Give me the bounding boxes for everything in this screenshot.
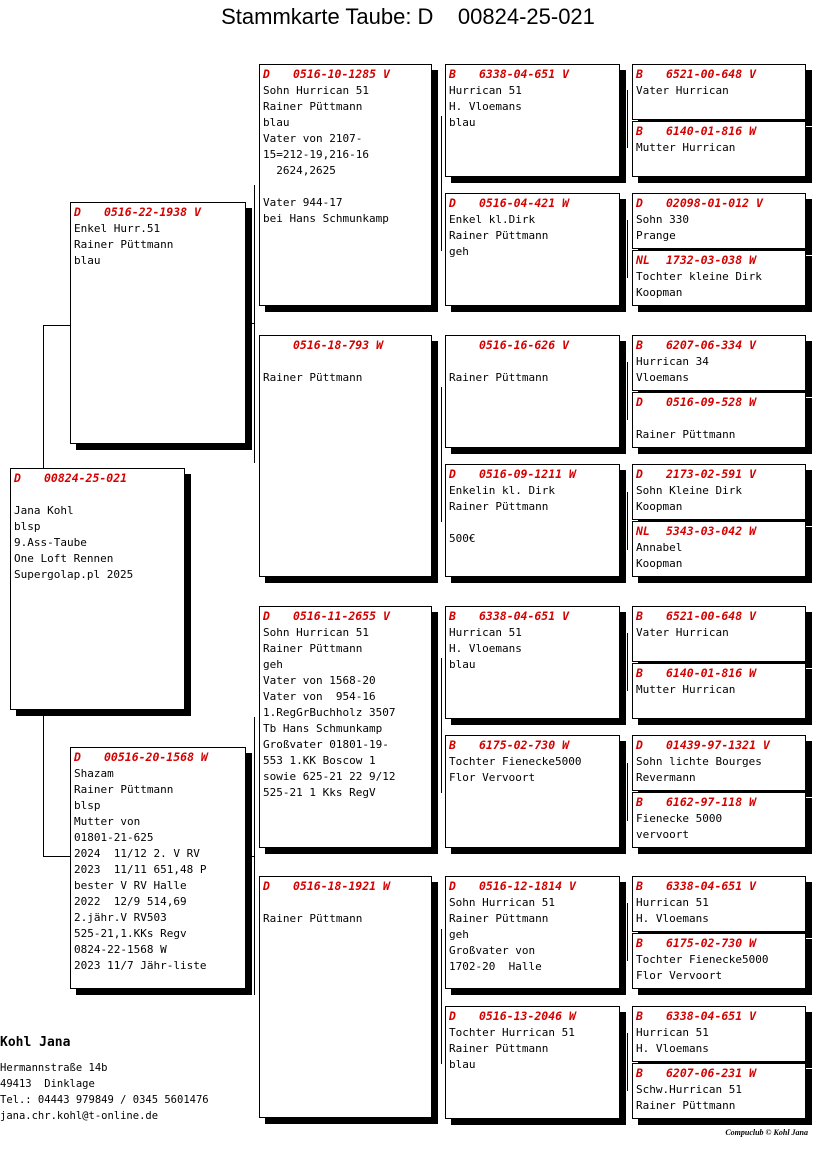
- card-line: 2.jähr.V RV503: [74, 911, 167, 924]
- country-code: NL: [636, 524, 650, 538]
- country-code: D: [74, 750, 81, 764]
- ring-header: [636, 467, 802, 481]
- country-code: D: [14, 471, 21, 485]
- card-line: Rainer Püttmann: [263, 100, 363, 113]
- card-line: Tochter Fienecke5000: [449, 755, 582, 768]
- card-line: blau: [449, 1058, 476, 1071]
- card-line: Sohn 330: [636, 213, 689, 226]
- card-line: 1702-20 Halle: [449, 960, 542, 973]
- ring-number: 6338-04-651 V: [479, 67, 570, 81]
- card-line: 15=212-19,216-16: [263, 148, 369, 161]
- country-code: B: [636, 1066, 643, 1080]
- card-line: Rainer Püttmann: [263, 371, 363, 384]
- card-line: Annabel: [636, 541, 683, 554]
- connector-line: [254, 185, 255, 463]
- ring-header: [449, 609, 616, 623]
- card-line: Sohn Kleine Dirk: [636, 484, 742, 497]
- card-line: Tochter Fienecke5000: [636, 953, 769, 966]
- card-body: [636, 625, 802, 641]
- card-body: [636, 411, 802, 443]
- ring-number: 0516-09-1211 W: [479, 467, 576, 481]
- ring-number: 0516-18-1921 W: [293, 879, 390, 893]
- card-line: Rainer Püttmann: [449, 1042, 549, 1055]
- card-body: [449, 625, 616, 673]
- ring-number: 6338-04-651 V: [479, 609, 570, 623]
- ring-number: 6521-00-648 V: [666, 67, 757, 81]
- card-line: Rainer Püttmann: [263, 912, 363, 925]
- pedigree-card-g4[interactable]: [632, 250, 806, 306]
- country-code: B: [636, 936, 643, 950]
- ring-number: 6140-01-816 W: [666, 666, 757, 680]
- card-line: [636, 411, 802, 427]
- connector-line: [441, 929, 442, 1064]
- address-city: 49413 Dinklage: [0, 1078, 95, 1090]
- ring-number: 0516-04-421 W: [479, 196, 570, 210]
- card-body: [636, 269, 802, 301]
- pedigree-card-g1[interactable]: [632, 64, 806, 120]
- card-line: Rainer Püttmann: [636, 428, 736, 441]
- card-body: [636, 140, 802, 156]
- card-line: Mutter Hurrican: [636, 683, 736, 696]
- card-line: 2624,2625: [263, 164, 336, 177]
- address-phone: Tel.: 04443 979849 / 0345 5601476: [0, 1094, 209, 1106]
- card-line: [449, 515, 616, 531]
- card-line: Rainer Püttmann: [449, 500, 549, 513]
- card-line: Mutter von: [74, 815, 141, 828]
- ring-header: [636, 936, 802, 950]
- card-line: bester V RV Halle: [74, 879, 187, 892]
- card-line: blau: [449, 658, 476, 671]
- country-code: B: [636, 124, 643, 138]
- card-line: blau: [263, 116, 290, 129]
- card-line: Flor Vervoort: [636, 969, 723, 982]
- ring-header: [636, 738, 802, 752]
- ring-header: [263, 879, 428, 893]
- ring-header: [449, 196, 616, 210]
- ring-number: 5343-03-042 W: [666, 524, 757, 538]
- pedigree-card-fmm[interactable]: [445, 464, 620, 577]
- country-code: D: [263, 879, 270, 893]
- card-line: Hurrican 51: [449, 626, 522, 639]
- card-line: Vater Hurrican: [636, 84, 729, 97]
- card-body: [636, 354, 802, 386]
- connector-line: [627, 633, 628, 691]
- card-line: Vloemans: [636, 371, 689, 384]
- connector-line: [441, 658, 442, 793]
- card-line: Flor Vervoort: [449, 771, 536, 784]
- pedigree-card-mother[interactable]: [70, 747, 246, 989]
- country-code: B: [636, 879, 643, 893]
- ring-number: 01439-97-1321 V: [666, 738, 770, 752]
- country-code: D: [449, 467, 456, 481]
- ring-number: 0516-13-2046 W: [479, 1009, 576, 1023]
- country-code: NL: [636, 253, 650, 267]
- card-line: Rainer Püttmann: [449, 371, 549, 384]
- pedigree-card-mfm[interactable]: [445, 735, 620, 848]
- pedigree-card-father[interactable]: [70, 202, 246, 444]
- card-line: 0824-22-1568 W: [74, 943, 167, 956]
- card-line: bei Hans Schmunkamp: [263, 212, 389, 225]
- connector-line: [254, 717, 255, 995]
- card-line: Sohn Hurrican 51: [263, 84, 369, 97]
- country-code: B: [449, 67, 456, 81]
- card-body: [636, 212, 802, 244]
- card-line: 2022 12/9 514,69: [74, 895, 187, 908]
- ring-number: 0516-12-1814 V: [479, 879, 576, 893]
- card-body: [449, 895, 616, 975]
- country-code: B: [636, 666, 643, 680]
- connector-line: [43, 325, 70, 326]
- country-code: D: [636, 395, 643, 409]
- card-line: Vater von 2107-: [263, 132, 363, 145]
- country-code: B: [636, 795, 643, 809]
- card-line: [263, 354, 428, 370]
- card-line: Tb Hans Schmunkamp: [263, 722, 383, 735]
- card-line: Rainer Püttmann: [74, 238, 174, 251]
- card-line: Tochter kleine Dirk: [636, 270, 762, 283]
- card-body: [263, 83, 428, 227]
- card-body: [74, 221, 242, 269]
- connector-line: [441, 387, 442, 522]
- card-body: [449, 83, 616, 131]
- pedigree-card-g7[interactable]: [632, 464, 806, 520]
- ring-header: [636, 609, 802, 623]
- country-code: B: [636, 338, 643, 352]
- ring-number: 6175-02-730 W: [666, 936, 757, 950]
- card-line: geh: [449, 245, 469, 258]
- card-line: Schw.Hurrican 51: [636, 1083, 742, 1096]
- country-code: D: [636, 738, 643, 752]
- ring-number: 6140-01-816 W: [666, 124, 757, 138]
- card-body: [449, 212, 616, 260]
- card-line: Sohn lichte Bourges: [636, 755, 762, 768]
- card-line: Prange: [636, 229, 676, 242]
- card-line: H. Vloemans: [449, 100, 522, 113]
- card-body: [449, 1025, 616, 1073]
- ring-number: 00824-25-021: [44, 471, 128, 485]
- ring-header: [263, 338, 428, 352]
- ring-header: [636, 124, 802, 138]
- card-body: [449, 483, 616, 547]
- card-line: Revermann: [636, 771, 696, 784]
- ring-header: [636, 1009, 802, 1023]
- ring-number: 0516-11-2655 V: [293, 609, 390, 623]
- credit-note: Compuclub © Kohl Jana: [725, 1128, 808, 1137]
- card-line: Hurrican 51: [636, 1026, 709, 1039]
- pedigree-card-ff[interactable]: [259, 64, 432, 306]
- ring-header: [636, 524, 802, 538]
- card-body: [449, 754, 616, 786]
- pedigree-card-fmf[interactable]: [445, 335, 620, 448]
- card-line: Vater von 1568-20: [263, 674, 376, 687]
- pedigree-card-g16[interactable]: [632, 1063, 806, 1119]
- ring-header: [636, 196, 802, 210]
- pedigree-card-mmf[interactable]: [445, 876, 620, 989]
- ring-header: [449, 467, 616, 481]
- card-line: Fienecke 5000: [636, 812, 723, 825]
- ring-number: 6521-00-648 V: [666, 609, 757, 623]
- connector-line: [441, 116, 442, 251]
- pedigree-card-g15[interactable]: [632, 1006, 806, 1062]
- pedigree-card-mm[interactable]: [259, 876, 432, 1118]
- card-body: [636, 754, 802, 786]
- card-line: 553 1.KK Boscow 1: [263, 754, 376, 767]
- card-line: Rainer Püttmann: [74, 783, 174, 796]
- card-body: [636, 1082, 802, 1114]
- ring-header: [74, 750, 242, 764]
- country-code: B: [636, 67, 643, 81]
- card-body: [263, 895, 428, 927]
- card-line: 2023 11/11 651,48 P: [74, 863, 207, 876]
- country-code: B: [636, 609, 643, 623]
- ring-number: 0516-18-793 W: [293, 338, 384, 352]
- card-line: Tochter Hurrican 51: [449, 1026, 575, 1039]
- card-line: 2023 11/7 Jähr-liste: [74, 959, 207, 972]
- card-line: Hurrican 51: [636, 896, 709, 909]
- card-line: Enkelin kl. Dirk: [449, 484, 555, 497]
- ring-header: [449, 67, 616, 81]
- card-body: [449, 354, 616, 386]
- card-line: 2024 11/12 2. V RV: [74, 847, 200, 860]
- card-line: Mutter Hurrican: [636, 141, 736, 154]
- connector-line: [43, 856, 70, 857]
- card-line: Hurrican 34: [636, 355, 709, 368]
- card-line: Vater 944-17: [263, 196, 343, 209]
- card-body: [636, 895, 802, 927]
- card-body: [74, 766, 242, 974]
- card-line: Supergolap.pl 2025: [14, 568, 134, 581]
- country-code: B: [449, 738, 456, 752]
- card-line: [14, 487, 181, 503]
- card-line: Sohn Hurrican 51: [263, 626, 369, 639]
- card-line: Jana Kohl: [14, 504, 74, 517]
- card-line: Sohn Hurrican 51: [449, 896, 555, 909]
- card-body: [636, 1025, 802, 1057]
- card-line: Enkel Hurr.51: [74, 222, 161, 235]
- card-body: [636, 811, 802, 843]
- ring-number: 6338-04-651 V: [666, 1009, 757, 1023]
- card-line: blau: [74, 254, 101, 267]
- ring-number: 00516-20-1568 W: [104, 750, 208, 764]
- ring-number: 6162-97-118 W: [666, 795, 757, 809]
- card-line: blau: [449, 116, 476, 129]
- country-code: D: [449, 879, 456, 893]
- card-line: blsp: [74, 799, 101, 812]
- connector-line: [43, 325, 44, 469]
- card-line: Koopman: [636, 286, 683, 299]
- card-body: [636, 952, 802, 984]
- ring-header: [14, 471, 181, 485]
- pedigree-card-g8[interactable]: [632, 521, 806, 577]
- card-line: Enkel kl.Dirk: [449, 213, 536, 226]
- pedigree-card-g2[interactable]: [632, 121, 806, 177]
- card-line: Großvater von: [449, 944, 536, 957]
- card-line: H. Vloemans: [636, 1042, 709, 1055]
- card-line: [263, 895, 428, 911]
- pedigree-card-g10[interactable]: [632, 663, 806, 719]
- card-line: 9.Ass-Taube: [14, 536, 87, 549]
- card-line: Rainer Püttmann: [449, 229, 549, 242]
- ring-header: [636, 879, 802, 893]
- card-line: geh: [449, 928, 469, 941]
- card-line: Shazam: [74, 767, 114, 780]
- card-line: geh: [263, 658, 283, 671]
- connector-line: [627, 903, 628, 961]
- card-line: 525-21 1 Kks RegV: [263, 786, 376, 799]
- pedigree-card-g9[interactable]: [632, 606, 806, 662]
- pedigree-card-fff[interactable]: [445, 64, 620, 177]
- country-code: B: [449, 609, 456, 623]
- connector-line: [627, 492, 628, 550]
- connector-line: [246, 856, 254, 857]
- card-line: H. Vloemans: [636, 912, 709, 925]
- ring-header: [449, 338, 616, 352]
- card-line: Großvater 01801-19-: [263, 738, 389, 751]
- card-line: 01801-21-625: [74, 831, 154, 844]
- card-body: [636, 483, 802, 515]
- ring-header: [636, 795, 802, 809]
- pedigree-card-mf[interactable]: [259, 606, 432, 848]
- pedigree-card-g11[interactable]: [632, 735, 806, 791]
- ring-header: [636, 67, 802, 81]
- ring-number: 6207-06-231 W: [666, 1066, 757, 1080]
- country-code: D: [263, 67, 270, 81]
- ring-number: 0516-22-1938 V: [104, 205, 201, 219]
- pedigree-card-g6[interactable]: [632, 392, 806, 448]
- address-street: Hermannstraße 14b: [0, 1062, 108, 1074]
- page-title: Stammkarte Taube: D 00824-25-021: [221, 4, 595, 29]
- ring-header: [636, 395, 802, 409]
- card-line: Koopman: [636, 557, 683, 570]
- ring-header: [636, 253, 802, 267]
- ring-number: 6338-04-651 V: [666, 879, 757, 893]
- pedigree-card-g12[interactable]: [632, 792, 806, 848]
- owner-address: [0, 1060, 209, 1124]
- card-line: Rainer Püttmann: [263, 642, 363, 655]
- card-line: One Loft Rennen: [14, 552, 114, 565]
- country-code: D: [636, 196, 643, 210]
- ring-number: 0516-09-528 W: [666, 395, 757, 409]
- pedigree-card-subject[interactable]: [10, 468, 185, 710]
- card-body: [636, 540, 802, 572]
- ring-header: [449, 879, 616, 893]
- ring-header: [636, 1066, 802, 1080]
- country-code: D: [74, 205, 81, 219]
- card-body: [636, 682, 802, 698]
- card-line: Vater von 954-16: [263, 690, 376, 703]
- ring-number: 0516-10-1285 V: [293, 67, 390, 81]
- pedigree-card-mmm[interactable]: [445, 1006, 620, 1119]
- ring-number: 1732-03-038 W: [666, 253, 757, 267]
- ring-header: [449, 1009, 616, 1023]
- country-code: B: [636, 1009, 643, 1023]
- ring-header: [636, 666, 802, 680]
- ring-number: 0516-16-626 V: [479, 338, 570, 352]
- connector-line: [627, 90, 628, 148]
- connector-line: [43, 710, 44, 856]
- pedigree-card-mff[interactable]: [445, 606, 620, 719]
- ring-number: 2173-02-591 V: [666, 467, 757, 481]
- card-line: vervoort: [636, 828, 689, 841]
- card-line: sowie 625-21 22 9/12: [263, 770, 396, 783]
- connector-line: [627, 220, 628, 278]
- card-line: H. Vloemans: [449, 642, 522, 655]
- connector-line: [246, 323, 254, 324]
- country-code: D: [449, 1009, 456, 1023]
- card-line: 525-21,1.KKs Regv: [74, 927, 187, 940]
- connector-line: [627, 763, 628, 821]
- ring-number: 02098-01-012 V: [666, 196, 763, 210]
- card-line: Rainer Püttmann: [449, 912, 549, 925]
- card-line: Vater Hurrican: [636, 626, 729, 639]
- card-body: [263, 354, 428, 386]
- card-line: [449, 354, 616, 370]
- card-line: Hurrican 51: [449, 84, 522, 97]
- pedigree-card-fm[interactable]: [259, 335, 432, 577]
- card-line: Koopman: [636, 500, 683, 513]
- card-body: [636, 83, 802, 99]
- ring-header: [74, 205, 242, 219]
- address-email[interactable]: jana.chr.kohl@t-online.de: [0, 1110, 159, 1122]
- card-line: [263, 179, 428, 195]
- card-line: 1.RegGrBuchholz 3507: [263, 706, 396, 719]
- ring-header: [449, 738, 616, 752]
- ring-header: [263, 609, 428, 623]
- card-line: Rainer Püttmann: [636, 1099, 736, 1112]
- pedigree-card-g5[interactable]: [632, 335, 806, 391]
- card-line: blsp: [14, 520, 41, 533]
- ring-number: 6207-06-334 V: [666, 338, 757, 352]
- pedigree-card-g3[interactable]: [632, 193, 806, 249]
- pedigree-card-g14[interactable]: [632, 933, 806, 989]
- card-line: 500€: [449, 532, 476, 545]
- country-code: D: [449, 196, 456, 210]
- country-code: D: [636, 467, 643, 481]
- card-body: [14, 487, 181, 583]
- pedigree-card-g13[interactable]: [632, 876, 806, 932]
- ring-number: 6175-02-730 W: [479, 738, 570, 752]
- connector-line: [627, 362, 628, 420]
- ring-header: [636, 338, 802, 352]
- ring-header: [263, 67, 428, 81]
- owner-name: Kohl Jana: [0, 1035, 71, 1050]
- card-body: [263, 625, 428, 801]
- pedigree-card-ffm[interactable]: [445, 193, 620, 306]
- country-code: D: [263, 609, 270, 623]
- connector-line: [627, 1033, 628, 1091]
